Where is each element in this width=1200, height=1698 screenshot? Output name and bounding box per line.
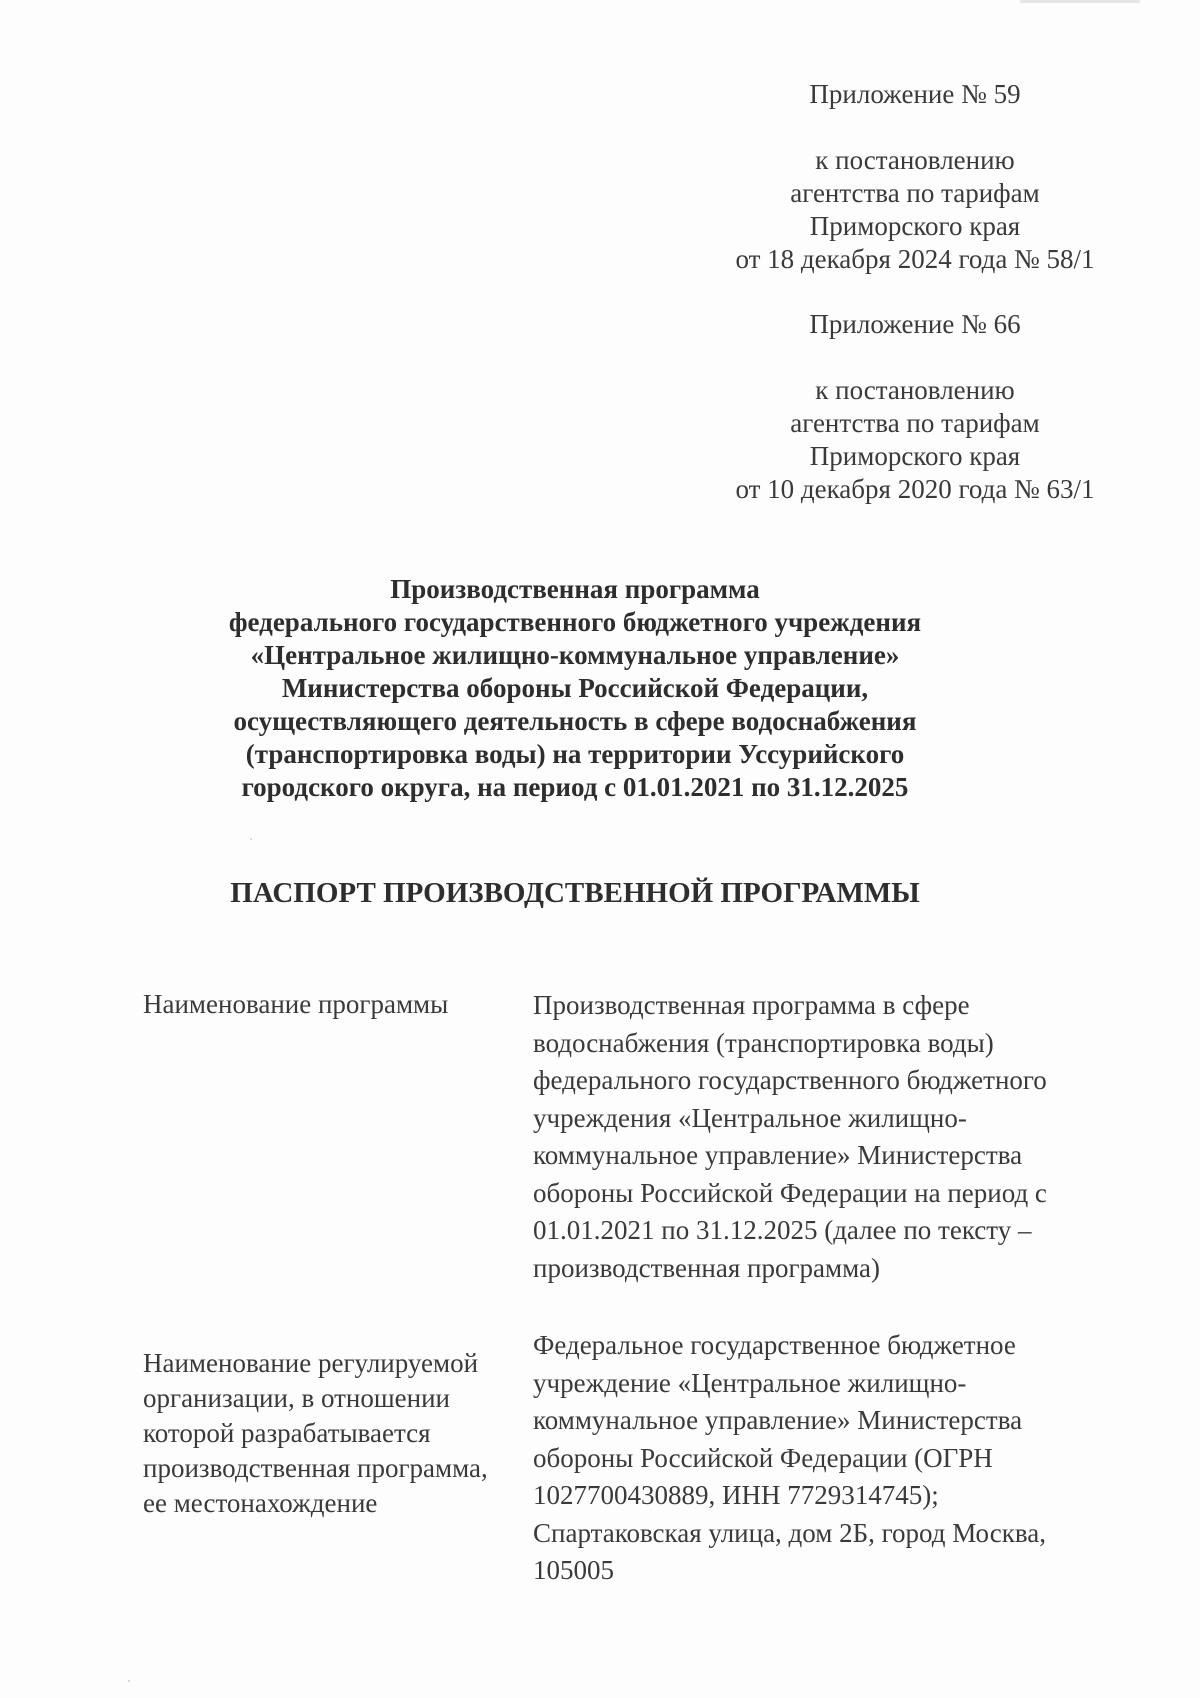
value-line: Спартаковская улица, дом 2Б, город Москва, (533, 1517, 1046, 1548)
value-line: коммунальное управление» Министерства (533, 1140, 1023, 1170)
appendix-66-block (715, 308, 1115, 506)
appendix-line: от 18 декабря 2024 года № 58/1 (735, 244, 1095, 274)
title-line: (транспортировка воды) на территории Уссурийского (245, 739, 905, 769)
passport-heading: ПАСПОРТ ПРОИЗВОДСТВЕННОЙ ПРОГРАММЫ (230, 877, 920, 909)
title-line: городского округа, на период с 01.01.2021 по 31.12.2025 (241, 772, 909, 802)
value-line: производственная программа) (533, 1252, 880, 1283)
value-line: обороны Российской Федерации на период с (533, 1177, 1047, 1208)
label-line: производственная программа, (143, 1453, 488, 1483)
passport-row-value (533, 987, 1093, 1287)
appendix-line: к постановлению (815, 145, 1015, 175)
program-title (140, 573, 1010, 804)
passport-row-value (533, 1327, 1093, 1590)
appendix-line: Приморского края (809, 211, 1021, 241)
scan-speck (250, 838, 252, 840)
value-line: учреждение «Центральное жилищно- (533, 1367, 967, 1398)
value-line: обороны Российской Федерации (ОГРН (533, 1442, 993, 1473)
label-line: ее местонахождение (143, 1488, 378, 1518)
appendix-line: агентства по тарифам (790, 408, 1040, 438)
title-line: Производственная программа (390, 574, 760, 604)
appendix-line: от 10 декабря 2020 года № 63/1 (735, 474, 1095, 504)
value-line: 01.01.2021 по 31.12.2025 (далее по тексту – (533, 1215, 1032, 1245)
title-line: федерального государственного бюджетного учреждения (228, 607, 922, 637)
label-line: которой разрабатывается (143, 1418, 431, 1448)
value-line: 105005 (533, 1555, 614, 1585)
label-line: Наименование программы (143, 989, 449, 1019)
title-line: Министерства обороны Российской Федерации, (281, 673, 869, 703)
title-line: осуществляющего деятельность в сфере водоснабжения (233, 706, 917, 736)
appendix-label: Приложение № 66 (809, 309, 1021, 339)
value-line: коммунальное управление» Министерства (533, 1405, 1023, 1435)
value-line: водоснабжения (транспортировка воды) (533, 1027, 994, 1058)
appendix-line: агентства по тарифам (790, 178, 1040, 208)
appendix-line: Приморского края (809, 441, 1021, 471)
scan-edge-mark (1020, 0, 1140, 3)
value-line: Федеральное государственное бюджетное (533, 1330, 1016, 1360)
value-line: федерального государственного бюджетного (533, 1065, 1047, 1095)
value-line: 1027700430889, ИНН 7729314745); (533, 1480, 939, 1510)
passport-row-label (143, 987, 513, 1022)
value-line: учреждения «Центральное жилищно- (533, 1102, 967, 1133)
label-line: Наименование регулируемой (143, 1348, 479, 1378)
appendix-59-block (715, 78, 1115, 276)
appendix-line: к постановлению (815, 375, 1015, 405)
passport-row-label (143, 1346, 513, 1521)
label-line: организации, в отношении (143, 1383, 450, 1413)
title-line: «Центральное жилищно-коммунальное управление» (250, 640, 900, 670)
value-line: Производственная программа в сфере (533, 990, 970, 1020)
scan-speck (128, 1680, 130, 1682)
appendix-label: Приложение № 59 (809, 79, 1021, 109)
